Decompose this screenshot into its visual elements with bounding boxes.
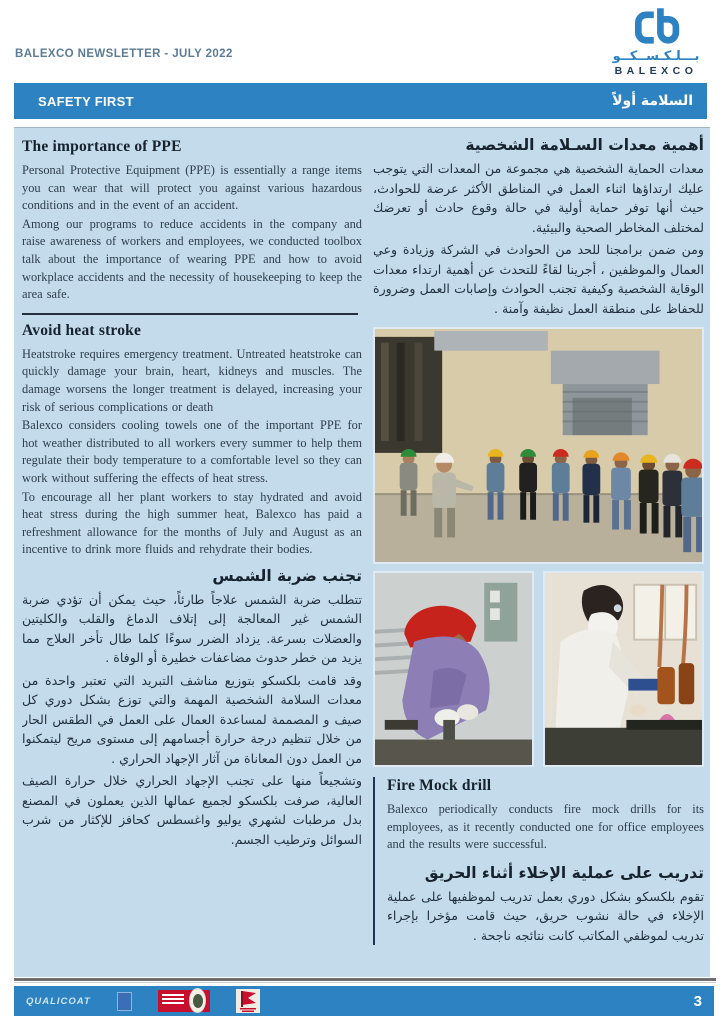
logo-arabic-name: بـــلـكـســكــو [612, 49, 700, 64]
right-column [373, 134, 704, 972]
logo-latin-name: BALEXCO [614, 65, 698, 77]
heat-stroke-paragraph: Heatstroke requires emergency treatment. Untreated heatstroke can quickly damage your brain, heart, kidneys and muscles. The damage worsens the longer treatment is delayed, increasing your risk of serious complications or death [22, 346, 362, 414]
evacuation-paragraph-ar: تقوم بلكسكو بشكل دوري بعمل تدريب لموظفيها على عملية الإخلاء في حالة نشوب حريق، حيث قامت مؤخرا بإجراء تدريب لموظفي المكاتب كانت نتائجه ناجحة . [387, 888, 704, 943]
qualicoat-logo: QUALICOAT [26, 995, 91, 1007]
sunstroke-paragraph-ar: وقد قامت بلكسكو بتوزيع مناشف التبريد التي تعتبر واحدة من معدات السلامة الشخصية المهمة والتي توزع بشكل دوري كل صيف و المصممة لمساعدة العمال على العمل في الطقس الحار من خلال تنظيم درجة حرارة أجسامهم إلى مستوى مريح ليتمكنوا من العمل دون المعاناة من آثار الإجهاد الحراري . [22, 672, 362, 766]
balexco-logo [606, 6, 706, 77]
left-column [22, 134, 362, 972]
bahrain-flag-logo [236, 989, 260, 1013]
page-number: 3 [693, 992, 702, 1010]
ppe-heading: The importance of PPE [22, 138, 182, 155]
ppe-paragraph-ar: ومن ضمن برامجنا للحد من الحوادث في الشركة وزيادة وعي العمال والموظفين ، أجرينا لقاءً للتحدث عن أهمية ارتداء معدات الوقاية الشخصية وكيفية تجنب الحوادث وإصابات العمل وضرورة للحفاظ على منطقة العمل نظيفة وآمنة . [373, 242, 704, 316]
sunstroke-paragraph-ar: وتشجيعاً منها على تجنب الإجهاد الحراري خلال حرارة الصيف العالية، صرفت بلكسكو لجميع عمالها الذين يعملون في المصنع بدل مرطبات لشهري يوليو واغسطس كحافز للإكثار من شرب السوائل وترطيب الجسم. [22, 773, 362, 847]
newsletter-title: BALEXCO NEWSLETTER - JULY 2022 [15, 48, 233, 60]
footer-bar [14, 986, 714, 1016]
heat-stroke-paragraph: Balexco considers cooling towels one of the important PPE for hot weather distributed to all workers every summer to help them regulate their body temperature to a comfortable level so they can work without suffering the effects of heat stress. [22, 418, 362, 485]
toolbox-talk-photo [373, 327, 704, 564]
section-divider [22, 313, 358, 315]
balexco-monogram-icon [630, 6, 682, 48]
heat-stroke-heading: Avoid heat stroke [22, 321, 142, 339]
ppe-paragraph: Personal Protective Equipment (PPE) is essentially a range items you can wear that will protect you against various hazardous conditions and in the event of an accident. [22, 163, 362, 213]
workshop-worker-photo [373, 571, 534, 767]
footer-divider [14, 978, 716, 983]
fire-drill-heading: Fire Mock drill [387, 777, 492, 794]
ppe-heading-ar: أهمية معدات السـلامة الشخصية [465, 136, 704, 154]
ppe-paragraph: Among our programs to reduce accidents in the company and raise awareness of workers and employees, we conducted toolbox talk about the importance of wearing PPE and how to avoid workplace accidents and the necessity of housekeeping to keep the area safe. [22, 216, 362, 302]
evacuation-heading-ar: تدريب على عملية الإخلاء أثناء الحريق [424, 863, 704, 882]
fire-drill-paragraph: Balexco periodically conducts fire mock drills for its employees, as it recently conducted one for office employees and the results were successful. [387, 802, 704, 852]
banner-title-en: SAFETY FIRST [38, 93, 134, 109]
banner-title-ar: السلامة أولاً [612, 93, 693, 109]
lab-technician-photo [543, 571, 704, 767]
heat-stroke-paragraph: To encourage all her plant workers to stay hydrated and avoid heat stress during the high summer heat, Balexco has paid a refreshment allowance for the months of July and August as an incentive to drink more fluids and rehydrate their bodies. [22, 489, 362, 557]
sunstroke-paragraph-ar: تتطلب ضربة الشمس علاجاً طارئاً، حيث يمكن أن تؤدي ضربة الشمس غير المعالجة إلى إتلاف الدماغ والقلب والكليتين والعضلات بسرعة. يزداد الضرر سوءًا كلما طال تأخر العلاج مما يزيد من خطر حدوث مضاعفات خطيرة أو الوفاة . [22, 591, 362, 666]
sunstroke-heading-ar: تجنب ضربة الشمس [212, 566, 362, 585]
content-area [14, 127, 710, 977]
ppe-paragraph-ar: معدات الحماية الشخصية هي مجموعة من المعدات التي يتوجب عليك ارتداؤها اثناء العمل في المناطق الأكثر عرضة للحوادث، حيث أنها توفر حماية أولية في حالة وقوع حادث أو تعرضك لمختلف المخاطر الصحية والبيئية. [373, 161, 704, 235]
certification-logos [26, 989, 260, 1013]
photo-row [373, 571, 704, 767]
accreditation-badge-logo [117, 992, 132, 1011]
fire-drill-section [373, 777, 704, 945]
section-banner [14, 83, 707, 119]
certification-seal-logo [158, 990, 210, 1012]
